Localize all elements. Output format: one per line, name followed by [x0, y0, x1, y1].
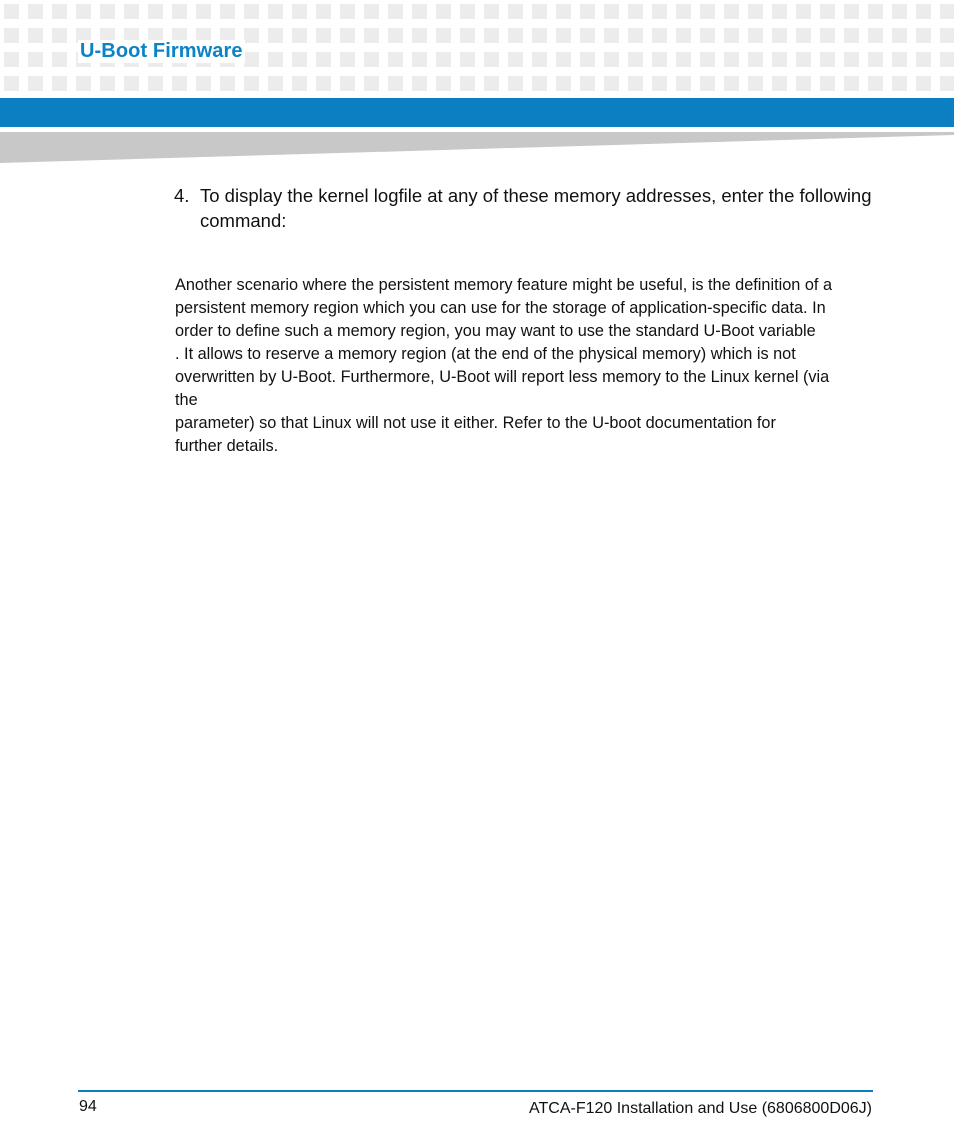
- header-gray-wedge: [0, 127, 954, 163]
- paragraph-line: further details.: [175, 437, 279, 455]
- paragraph-line: overwritten by U-Boot. Furthermore, U-Boot will report less memory to the Linux kernel (via: [175, 368, 830, 386]
- paragraph-line-text: parameter) so that Linux will not use it either. Refer to the U-boot documentation for: [175, 414, 776, 432]
- paragraph-line-text: the: [175, 391, 198, 409]
- paragraph-line: [175, 389, 875, 435]
- step-text-line-1: To display the kernel logfile at any of these memory addresses, enter the following: [200, 185, 872, 206]
- page-number: 94: [79, 1098, 97, 1115]
- paragraph-line: Another scenario where the persistent memory feature might be useful, is the definition of a: [175, 276, 833, 294]
- step-text-line-2: command:: [200, 210, 287, 231]
- numbered-step: [174, 183, 884, 233]
- paragraph-line-text: . It allows to reserve a memory region (at the end of the physical memory) which is not: [175, 345, 796, 363]
- paragraph-line: order to define such a memory region, you may want to use the standard U-Boot variable: [175, 322, 816, 340]
- paragraph-line: [175, 343, 875, 366]
- paragraph-line: persistent memory region which you can use for the storage of application-specific data. In: [175, 299, 826, 317]
- footer-document-title: ATCA-F120 Installation and Use (6806800D06J): [529, 1100, 872, 1117]
- step-number: 4.: [174, 185, 190, 206]
- section-title: U-Boot Firmware: [80, 40, 243, 62]
- footer-rule: [78, 1090, 873, 1092]
- header-blue-bar: [0, 98, 954, 127]
- body-paragraph: [175, 274, 875, 458]
